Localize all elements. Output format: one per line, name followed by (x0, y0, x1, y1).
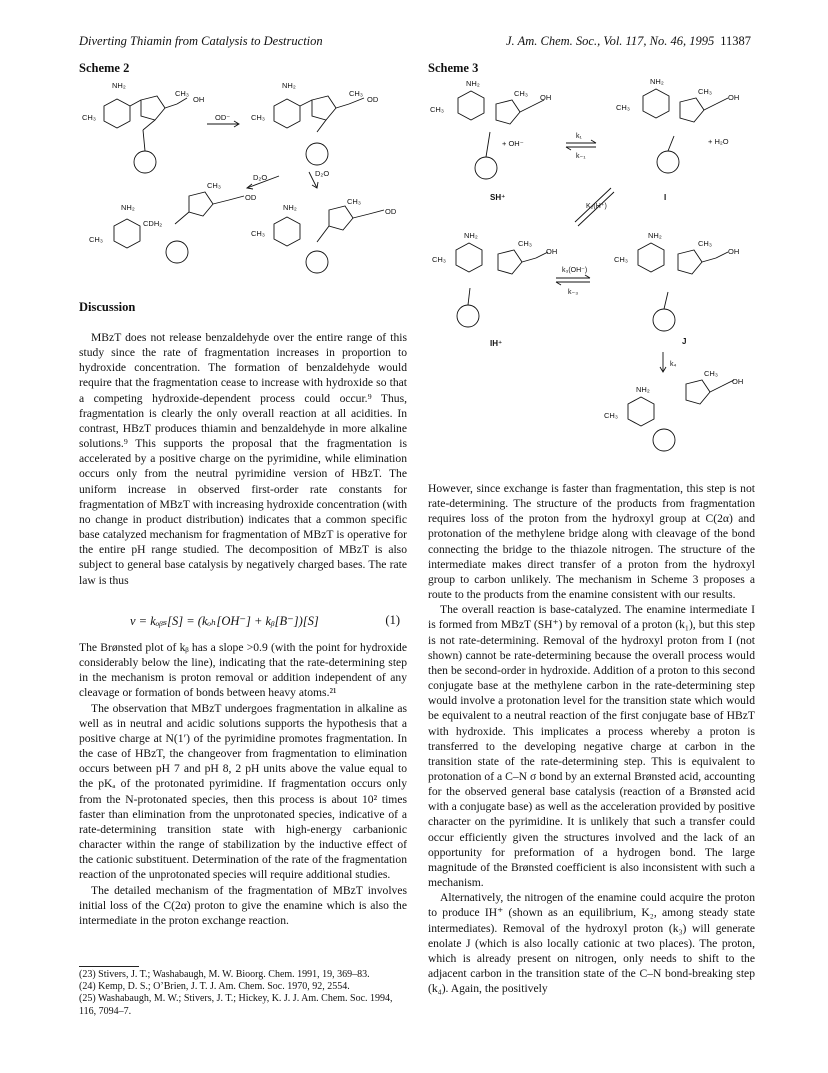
svg-text:OH: OH (728, 93, 740, 102)
reference-23: (23) Stivers, J. T.; Washabaugh, M. W. Bioorg. Chem. 1991, 19, 369–83. (79, 969, 370, 980)
svg-text:OD: OD (245, 193, 257, 202)
svg-text:OH: OH (193, 95, 205, 104)
svg-text:CH₃: CH₃ (514, 89, 528, 98)
svg-text:NH₂: NH₂ (650, 77, 664, 86)
reference-25: (25) Washabaugh, M. W.; Stivers, J. T.; Hickey, K. J. J. Am. Chem. Soc. 1994, 116, 7094–7. (79, 993, 393, 1017)
svg-text:CH₃: CH₃ (430, 105, 444, 114)
reference-24: (24) Kemp, D. S.; O’Brien, J. T. J. Am. Chem. Soc. 1970, 92, 2554. (79, 981, 350, 993)
svg-text:NH₂: NH₂ (648, 231, 662, 240)
right-paragraph-1: However, since exchange is faster than fragmentation, this step is not rate-determining. The structure of the products from fragmentation requires loss of the proton from the hydroxyl group at C(2α) and protonation of the methylene bridge along with cleavage of the bond connecting the bridge to the thiazole nitrogen. The structure of the intermediate makes direct transfer of a proton from the hydroxyl group to carbon unlikely. The mechanism in Scheme 3 proposes a route to the products from the enamine consistent with our results. (428, 482, 755, 602)
rate-constant-k-minus1: k₋₁ (576, 153, 586, 160)
svg-text:CH₃: CH₃ (207, 181, 221, 190)
svg-text:OH: OH (540, 93, 552, 102)
footnote-rule (79, 966, 139, 967)
discussion-paragraph-4: The detailed mechanism of the fragmentation of MBzT involves initial loss of the C(2α) proton to give the enamine which is also the intermediate in the proton exchange reaction. (79, 883, 407, 927)
svg-text:NH₂: NH₂ (121, 203, 135, 212)
references (79, 969, 407, 1018)
svg-text:CH₃: CH₃ (698, 239, 712, 248)
species-label-ih: IH⁺ (490, 339, 503, 348)
svg-text:CH₃: CH₃ (616, 103, 630, 112)
equation-number: (1) (385, 613, 400, 627)
journal-citation: J. Am. Chem. Soc., Vol. 117, No. 46, 1995 (506, 34, 715, 48)
svg-text:CH₃: CH₃ (347, 197, 361, 206)
right-paragraph-3: Alternatively, the nitrogen of the enamine could acquire the proton to produce IH⁺ (shown as an equilibrium, K₂, among steady state intermediates). Removal of the hydroxyl proton (k₃) will generate enolate J (which is also locally cationic at two places). The proton, which is already present on nitrogen, only needs to shift to the adjacent carbon in the transition state of the C–N bond-breaking step (k₄). Again, the positively (428, 891, 755, 996)
svg-text:NH₂: NH₂ (636, 385, 650, 394)
svg-text:NH₂: NH₂ (283, 203, 297, 212)
svg-text:CH₃: CH₃ (349, 89, 363, 98)
svg-text:NH₂: NH₂ (466, 79, 480, 88)
svg-text:CH₃: CH₃ (704, 369, 718, 378)
svg-text:CDH₂: CDH₂ (143, 219, 163, 228)
running-header-left: Diverting Thiamin from Catalysis to Destruction (79, 34, 323, 48)
discussion-part-2 (79, 640, 407, 928)
rate-constant-k-minus3: k₋₃ (568, 289, 579, 296)
rate-constant-k3: k₃(OH⁻) (562, 267, 588, 274)
discussion-paragraph-3: The observation that MBzT undergoes fragmentation in alkaline as well as in neutral and acidic solutions supports the hypothesis that a positive charge at N(1′) of the pyrimidine promotes fragmentation. In the case of HBzT, the changeover from fragmentation to elimination occurs between pH 7 and pH 8, 2 pH units above the value equal to the pKₐ of the protonated pyrimidine. If fragmentation occurs only from the N-protonated species, then this process is about 10² times faster than elimination from the unprotonated species, indicative of a rate-determining transition state with high-energy carbanionic character within the range of stabilization by the inductive effect of the cationic substituent. Determination of the rate of the fragmentation reaction of the unprotonated species will require additional studies. (79, 701, 407, 882)
scheme-3-figure (428, 76, 758, 476)
svg-text:CH₃: CH₃ (175, 89, 189, 98)
svg-text:OD: OD (385, 207, 397, 216)
svg-text:CH₃: CH₃ (604, 411, 618, 420)
svg-text:CH₃: CH₃ (82, 113, 96, 122)
discussion-paragraph-1: MBzT does not release benzaldehyde over the entire range of this study since the rate of fragmentation increases in proportion to hydroxide concentration. The formation of benzaldehyde would require that the fragmentation cease to increase with hydroxide so that a competing hydroxide-dependent process could occur.⁹ Thus, fragmentation is clearly the only overall reaction at all acidities. In contrast, HBzT produces thiamin and benzaldehyde in more alkaline solutions.⁹ This supports the proposal that the fragmentation is accelerated by a positive charge on the pyrimidine, while elimination occurs only from the neutral pyrimidine version of HBzT. The uniform increase in observed first-order rate constants for fragmentation of MBzT with increasing hydroxide concentration (with no change in product distribution) indicates that a common specific base catalyzed mechanism for fragmentation of MBzT is operative for the entire pH range studied. The decomposition of MBzT is also subject to general base catalysis by negatively charged bases. The rate law is thus (79, 331, 407, 587)
svg-text:CH₃: CH₃ (698, 87, 712, 96)
scheme-2-title: Scheme 2 (79, 61, 130, 75)
scheme-2-reagent-od: OD⁻ (215, 113, 231, 122)
svg-text:OH: OH (732, 377, 744, 386)
rate-law-equation (130, 613, 400, 629)
svg-text:NH₂: NH₂ (112, 81, 126, 90)
svg-text:CH₃: CH₃ (518, 239, 532, 248)
rate-constant-k4: k₄ (670, 361, 677, 368)
right-column-text (428, 481, 755, 996)
svg-text:NH₂: NH₂ (282, 81, 296, 90)
scheme-3-plus-h2o: + H₂O (708, 137, 729, 146)
svg-text:CH₃: CH₃ (614, 255, 628, 264)
svg-text:CH₃: CH₃ (251, 229, 265, 238)
discussion-part-1 (79, 330, 407, 588)
running-header-right (506, 34, 751, 49)
svg-text:NH₂: NH₂ (464, 231, 478, 240)
page-number: 11387 (720, 34, 751, 48)
svg-text:CH₃: CH₃ (251, 113, 265, 122)
discussion-heading: Discussion (79, 300, 136, 314)
svg-text:CH₃: CH₃ (432, 255, 446, 264)
svg-text:OH: OH (728, 247, 740, 256)
svg-text:CH₃: CH₃ (89, 235, 103, 244)
species-label-sh: SH⁺ (490, 193, 506, 202)
svg-text:OH: OH (546, 247, 558, 256)
scheme-3-title: Scheme 3 (428, 61, 479, 75)
equilibrium-k2: K₂(H⁺) (586, 203, 607, 210)
rate-law-expression: v = kₒᵦₛ[S] = (kₒₕ[OH⁻] + kᵦ[B⁻])[S] (130, 614, 319, 628)
scheme-2-figure (79, 76, 409, 288)
rate-constant-k1: k₁ (576, 133, 582, 140)
discussion-paragraph-2: The Brønsted plot of kᵦ has a slope >0.9 (with the point for hydroxide considerably below the line), indicating that the rate-determining step in the mechanism is proton removal or addition independent of any cleavage or formation of bonds between heavy atoms.²¹ (79, 641, 407, 700)
species-label-i: I (664, 193, 667, 202)
species-label-j: J (682, 337, 687, 346)
right-paragraph-2: The overall reaction is base-catalyzed. The enamine intermediate I is formed from MBzT (SH⁺) by removal of a proton (k₁), but this step is not rate-determining. Removal of the hydroxyl proton from I (not shown) cannot be rate-determining because the overall process would then be second-order in hydroxide. Addition of a proton to this second conjugate base at the methylene carbon in the rate-determining step would involve a protonation level for the transition state which would be equivalent to a neutral reaction of the first conjugate base of HBzT with hydroxide. This implicates a process whereby a proton is transferred to the developing negative charge at carbon in the transition state of the rate-determining step. This is equivalent to protonation of a C–N σ bond by an external Brønsted acid, accounting for the observed general base catalysis (reaction of a Brønsted acid with a conjugate base) as well as the acceleration provided by positive character on the pyrimidine. It is unlikely that such a transfer could occur efficiently given the structures involved and the lack of an opportunity for preformation of a hydrogen bond. The large magnitude of the Brønsted coefficient is also inconsistent with such a mechanism. (428, 603, 755, 890)
scheme-2-reagent-d2o-left: D₂O (253, 173, 268, 182)
scheme-3-plus-oh: + OH⁻ (502, 139, 524, 148)
scheme-2-reagent-d2o-right: D₂O (315, 169, 330, 178)
svg-text:OD: OD (367, 95, 379, 104)
